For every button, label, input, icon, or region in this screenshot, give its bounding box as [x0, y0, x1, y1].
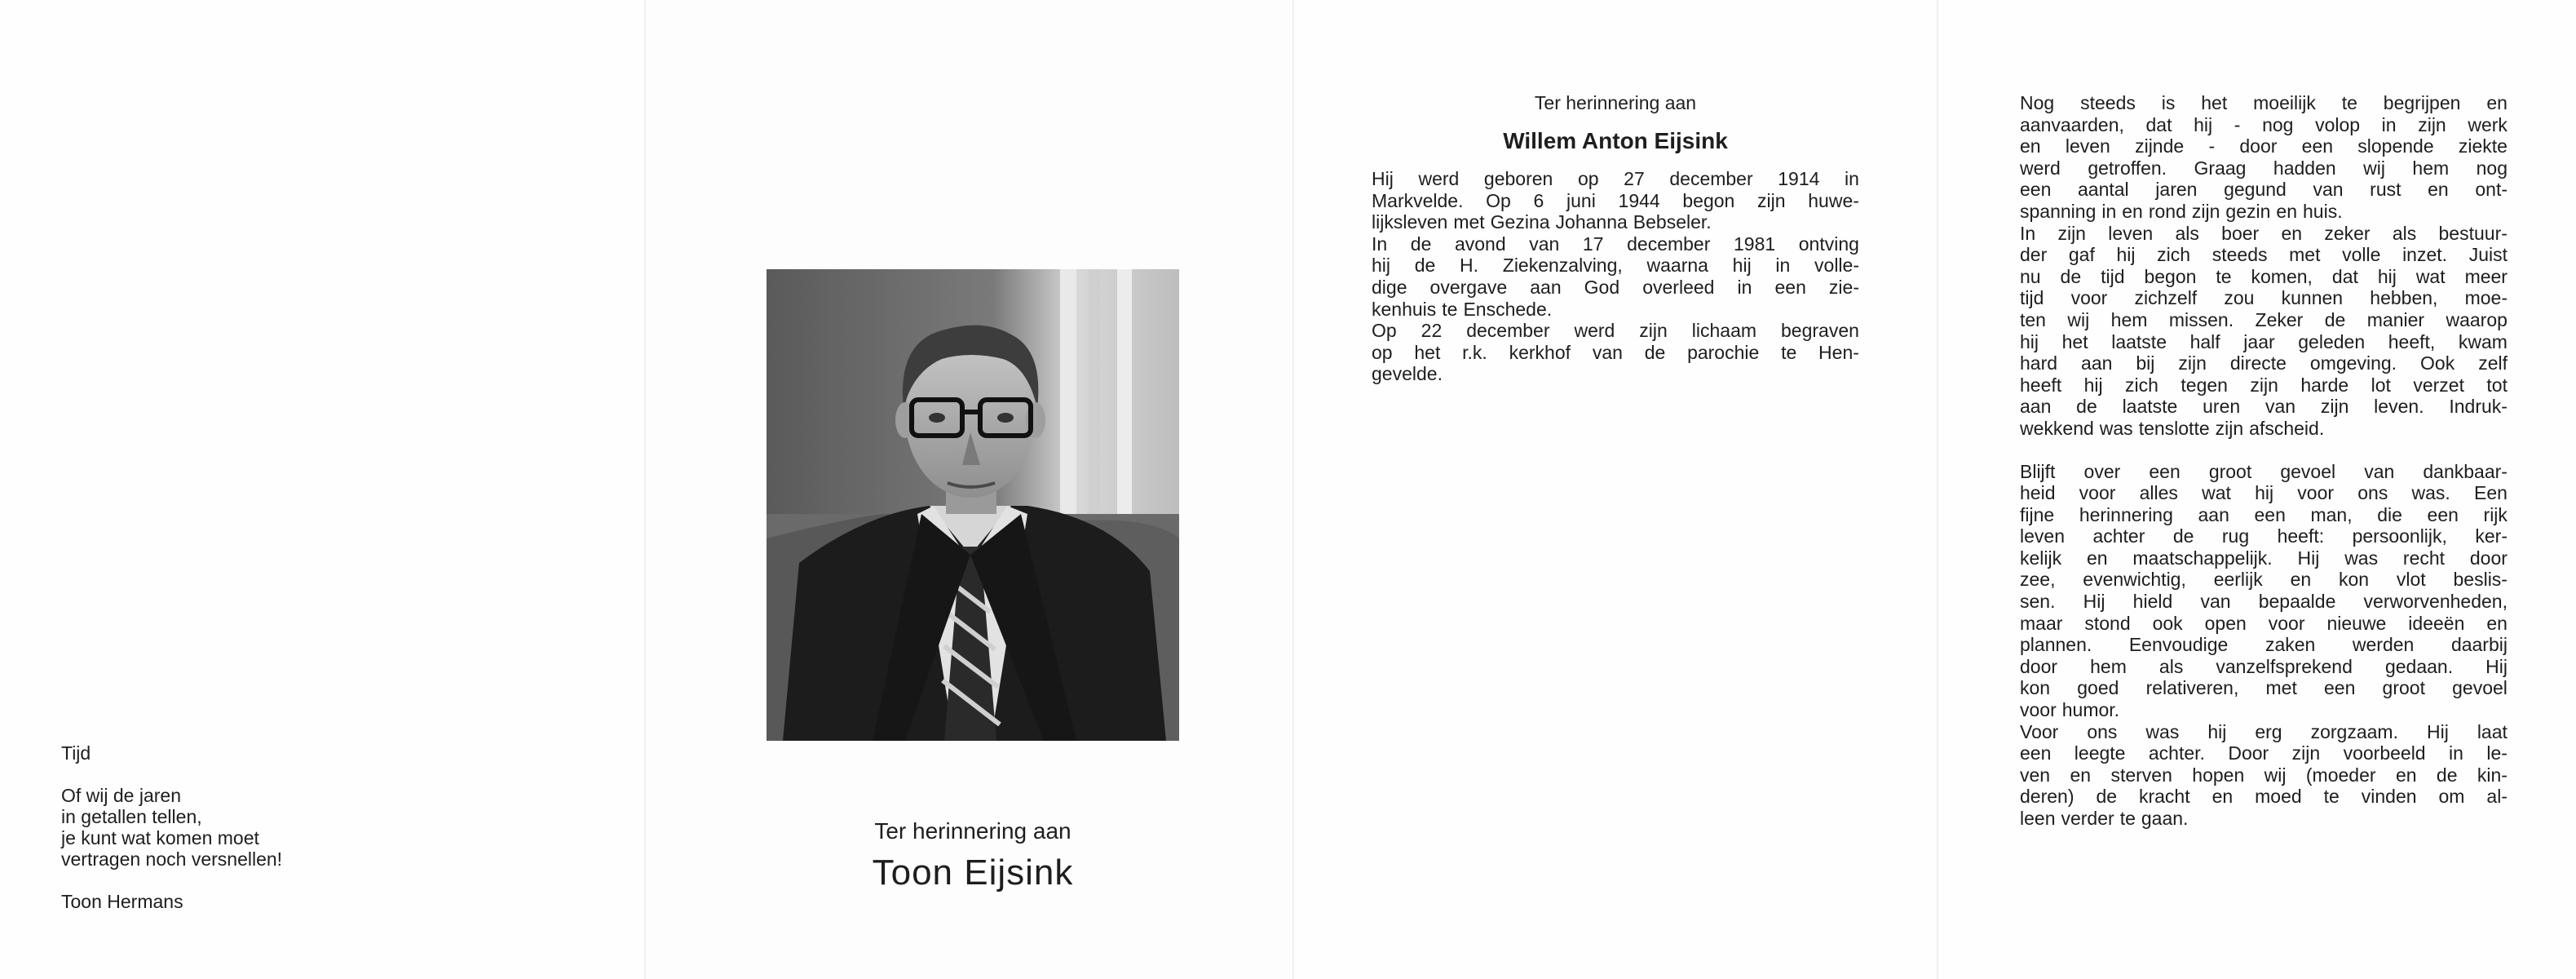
poem-line: vertragen noch versnellen!: [61, 848, 283, 870]
text-line: spanning in en rond zijn gezin en huis.: [2020, 200, 2343, 222]
text-line: hij de H. Ziekenzalving, waarna hij in volle-: [1372, 255, 1859, 277]
text-line: aan de laatste uren van zijn leven. Indruk-: [2020, 396, 2508, 418]
text-line: der gaf hij zich steeds met volle inzet. Juist: [2020, 244, 2508, 266]
full-name: Willem Anton Eijsink: [1503, 128, 1728, 153]
cover-name: Toon Eijsink: [872, 853, 1074, 893]
text-line: heid voor alles wat hij voor ons was. Een: [2020, 482, 2508, 504]
text-line: nu de tijd begon te komen, dat hij wat meer: [2020, 265, 2508, 287]
text-line: zee, evenwichtig, eerlijk en kon vlot beslis-: [2020, 569, 2508, 591]
text-line: werd getroffen. Graag hadden wij hem nog: [2020, 157, 2508, 179]
poem-line: in getallen tellen,: [61, 806, 202, 827]
text-line: maar stond ook open voor nieuwe ideeën en: [2020, 612, 2508, 634]
poem-line: je kunt wat komen moet: [61, 827, 259, 848]
text-line: fijne herinnering aan een man, die een rijk: [2020, 503, 2508, 525]
text-line: Hij werd geboren op 27 december 1914 in: [1372, 168, 1859, 189]
poem-title: Tijd: [61, 742, 91, 764]
fold-line: [644, 0, 646, 979]
text-line: kenhuis te Enschede.: [1372, 298, 1553, 320]
text-line: ten wij hem missen. Zeker de manier waarop: [2020, 308, 2508, 330]
text-line: sen. Hij hield van bepaalde verworvenheden,: [2020, 591, 2508, 613]
text-line: In de avond van 17 december 1981 ontving: [1372, 233, 1859, 255]
text-line: aanvaarden, dat hij - nog volop in zijn werk: [2020, 113, 2508, 135]
poem-line: Of wij de jaren: [61, 785, 182, 806]
paragraph-gap: [2020, 440, 2508, 461]
text-line: voor humor.: [2020, 699, 2120, 721]
text-line: op het r.k. kerkhof van de parochie te Hen-: [1372, 341, 1859, 363]
text-line: Blijft over een groot gevoel van dankbaar-: [2020, 460, 2508, 482]
text-line: hard aan bij zijn directe omgeving. Ook zelf: [2020, 352, 2508, 374]
text-line: lijksleven met Gezina Johanna Bebseler.: [1372, 211, 1712, 233]
text-line: hij het laatste half jaar geleden heeft, kwam: [2020, 330, 2508, 352]
text-line: In zijn leven als boer en zeker als bestuur-: [2020, 222, 2508, 244]
poem-author: Toon Hermans: [61, 891, 183, 912]
text-line: tijd voor zichzelf zou kunnen hebben, moe-: [2020, 287, 2508, 309]
text-line: deren) de kracht en moed te vinden om al-: [2020, 786, 2508, 808]
text-line: gevelde.: [1372, 363, 1443, 385]
biography-heading: Ter herinnering aan: [1534, 92, 1697, 113]
text-line: een leegte achter. Door zijn voorbeeld in le-: [2020, 742, 2508, 764]
text-line: Voor ons was hij erg zorgzaam. Hij laat: [2020, 720, 2508, 742]
text-line: plannen. Eenvoudige zaken werden daarbij: [2020, 634, 2508, 656]
text-line: kelijk en maatschappelijk. Hij was recht door: [2020, 547, 2508, 569]
text-line: door hem als vanzelfsprekend gedaan. Hij: [2020, 655, 2508, 677]
text-line: ven en sterven hopen wij (moeder en de kin-: [2020, 764, 2508, 786]
fold-line: [1937, 0, 1938, 979]
biography-text: [1372, 168, 1859, 385]
text-line: dige overgave aan God overleed in een zie-: [1372, 276, 1859, 298]
text-line: leen verder te gaan.: [2020, 808, 2189, 829]
text-line: een aantal jaren gegund van rust en ont-: [2020, 179, 2508, 201]
text-line: wekkend was tenslotte zijn afscheid.: [2020, 417, 2325, 439]
text-line: heeft hij zich tegen zijn harde lot verzet tot: [2020, 374, 2508, 396]
text-line: Nog steeds is het moeilijk te begrijpen en: [2020, 92, 2508, 113]
text-line: kon goed relativeren, met een groot gevoel: [2020, 677, 2508, 699]
text-line: Op 22 december werd zijn lichaam begraven: [1372, 320, 1859, 342]
fold-line: [1292, 0, 1294, 979]
text-line: leven achter de rug heeft: persoonlijk, ker-: [2020, 525, 2508, 547]
text-line: Markvelde. Op 6 juni 1944 begon zijn huwe-: [1372, 189, 1859, 211]
reflection-text: [2020, 92, 2508, 830]
portrait-photo: [767, 269, 1179, 741]
poem: [61, 742, 282, 912]
text-line: en leven zijnde - door een slopende ziekte: [2020, 135, 2508, 157]
cover-heading: Ter herinnering aan: [874, 818, 1071, 844]
